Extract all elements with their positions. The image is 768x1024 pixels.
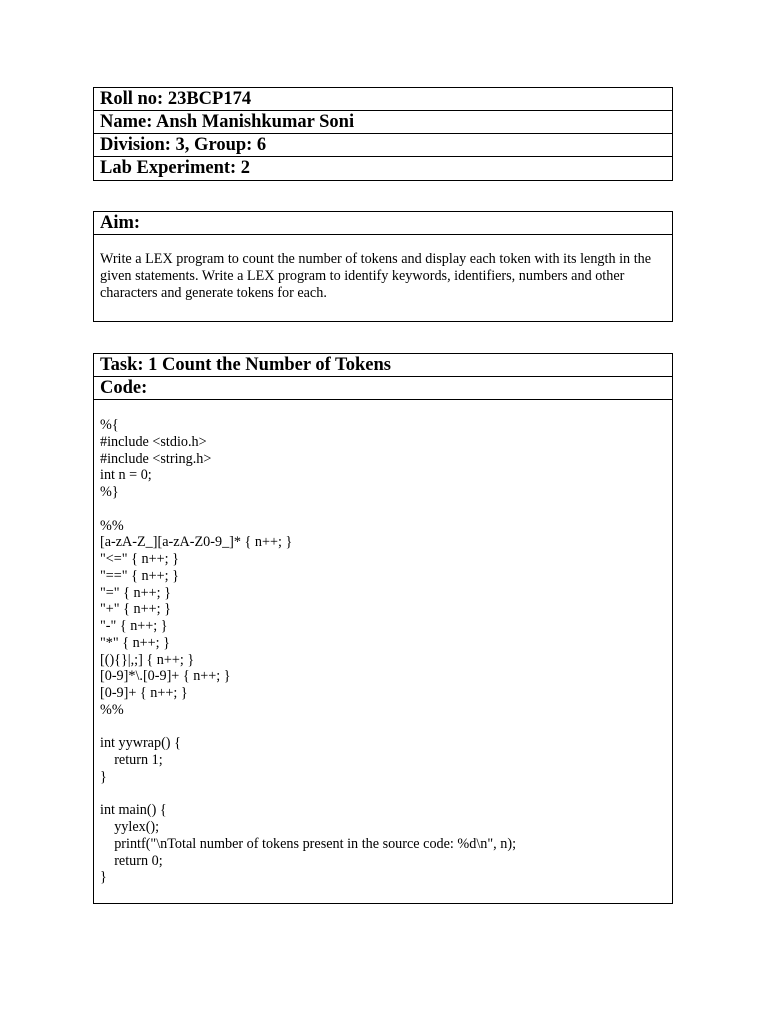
code-line: yylex(); bbox=[100, 819, 160, 835]
code-line: "=" { n++; } bbox=[100, 584, 171, 601]
code-line: [0-9]*\.[0-9]+ { n++; } bbox=[100, 668, 231, 685]
roll-number: Roll no: 23BCP174 bbox=[94, 88, 672, 111]
code-line: int n = 0; bbox=[100, 467, 152, 484]
code-line: "==" { n++; } bbox=[100, 567, 179, 584]
division-group: Division: 3, Group: 6 bbox=[94, 134, 672, 157]
code-line: %{ bbox=[100, 417, 119, 433]
code-line: [a-zA-Z_][a-zA-Z0-9_]* { n++; } bbox=[100, 534, 293, 551]
lab-experiment: Lab Experiment: 2 bbox=[100, 158, 251, 178]
code-line: } bbox=[100, 869, 107, 886]
aim-section bbox=[93, 211, 673, 322]
code-line: int yywrap() { bbox=[100, 735, 181, 752]
aim-text: Write a LEX program to count the number of tokens and display each token with its length in the given statements. Write a LEX program to identify keywords, identifiers, numbers and other characters and generate tokens for each. bbox=[100, 251, 652, 301]
code-line: %} bbox=[100, 484, 119, 500]
code-line bbox=[100, 786, 516, 803]
code-heading: Code: bbox=[94, 377, 672, 400]
code-line: int main() { bbox=[100, 802, 167, 819]
code-line: "-" { n++; } bbox=[100, 618, 168, 634]
code-line: %% bbox=[100, 517, 124, 534]
code-line: #include <string.h> bbox=[100, 450, 212, 467]
code-line: "*" { n++; } bbox=[100, 634, 170, 651]
code-line: #include <stdio.h> bbox=[100, 433, 207, 450]
code-block bbox=[100, 417, 516, 886]
code-line bbox=[100, 719, 516, 736]
code-line: [0-9]+ { n++; } bbox=[100, 685, 188, 701]
code-line: return 1; bbox=[100, 752, 163, 768]
code-line: return 0; bbox=[100, 852, 163, 869]
aim-heading: Aim: bbox=[94, 212, 672, 235]
code-line bbox=[100, 501, 516, 518]
code-line: printf("\nTotal number of tokens present in the source code: %d\n", n); bbox=[100, 835, 517, 852]
task-title: Task: 1 Count the Number of Tokens bbox=[94, 354, 672, 377]
code-line: "+" { n++; } bbox=[100, 601, 171, 618]
code-line: [(){}|,;] { n++; } bbox=[100, 651, 195, 668]
code-line: "<=" { n++; } bbox=[100, 551, 179, 567]
code-line: %% bbox=[100, 701, 124, 718]
code-line: } bbox=[100, 768, 107, 785]
task-section bbox=[93, 353, 673, 904]
student-name: Name: Ansh Manishkumar Soni bbox=[94, 111, 672, 134]
student-info-table bbox=[93, 87, 673, 181]
